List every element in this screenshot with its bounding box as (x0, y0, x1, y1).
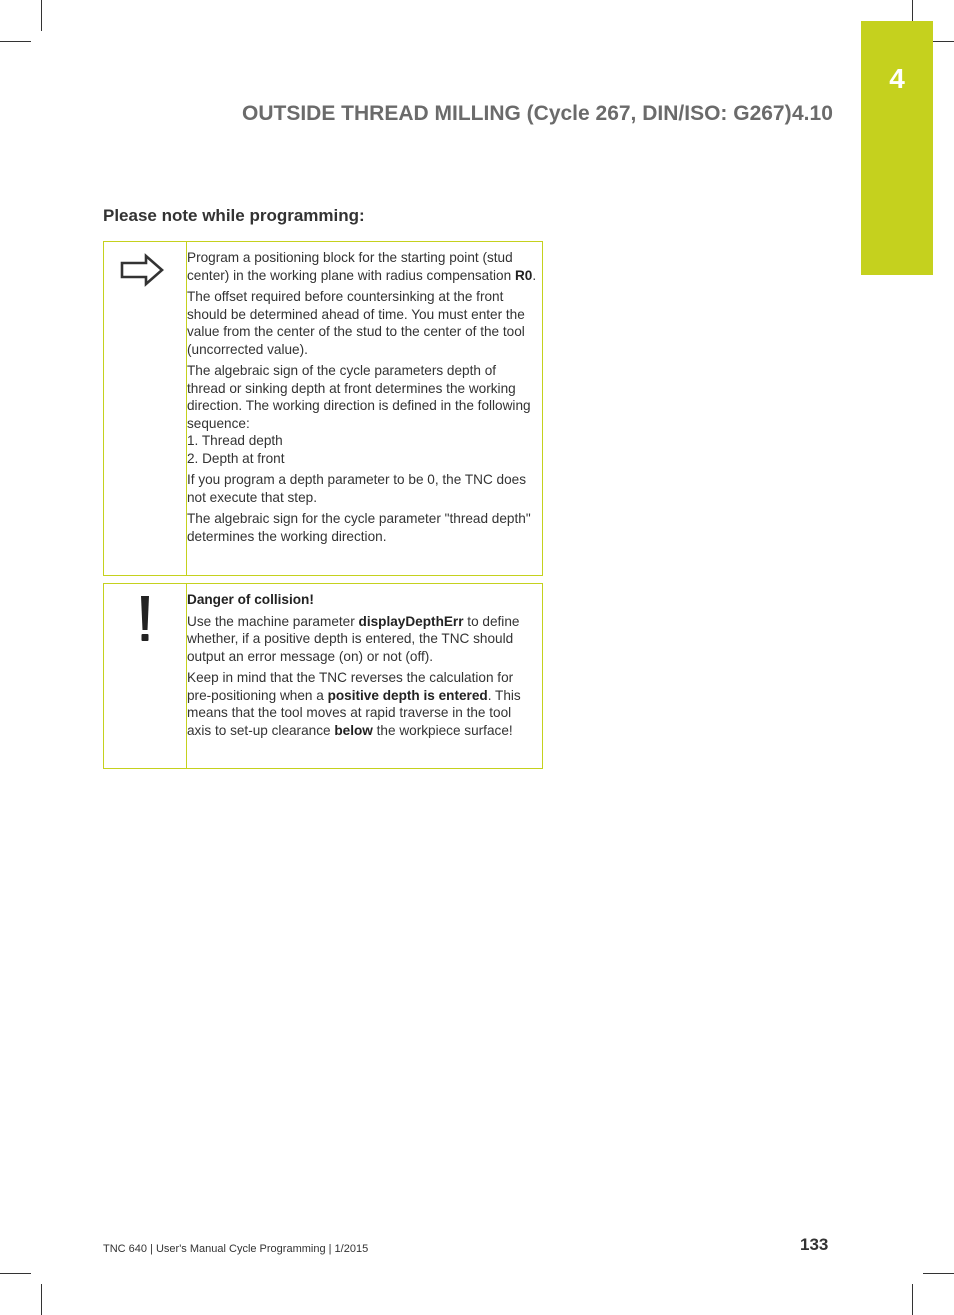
note-paragraph: If you program a depth parameter to be 0, the TNC does not execute that step. (187, 472, 527, 505)
chapter-tab (861, 21, 933, 275)
sub-heading: Please note while programming: (103, 206, 365, 225)
note-paragraph: The algebraic sign for the cycle parameter "thread depth" determines the working direction. (187, 511, 531, 544)
crop-mark (923, 1273, 954, 1274)
note-paragraph: The offset required before countersinking at the front should be determined ahead of time. You must enter the value from the center of the stud to the center of the tool (uncorrected value). (187, 289, 525, 357)
crop-mark (41, 1284, 42, 1315)
note-paragraph: The algebraic sign of the cycle parameters depth of thread or sinking depth at front determines the working direction. The working direction is defined in the following sequence: 1. Thread depth 2. Depth at front (187, 363, 531, 466)
crop-mark (41, 0, 42, 31)
warning-heading: Danger of collision! (187, 592, 314, 607)
warning-box (103, 583, 543, 769)
crop-mark (0, 41, 31, 42)
running-header-section: 4.10 (792, 102, 833, 125)
warning-paragraph: Use the machine parameter displayDepthErr to define whether, if a positive depth is entered, the TNC should output an error message (on) or not (off). (187, 613, 520, 664)
note-paragraph: Program a positioning block for the starting point (stud center) in the working plane with radius compensation R0. (187, 250, 537, 283)
arrow-right-icon (104, 242, 186, 302)
warning-paragraph: Keep in mind that the TNC reverses the calculation for pre-positioning when a positive depth is entered. This means that the tool moves at rapid traverse in the tool axis to set-up clearance below the workpiece surface! (187, 670, 521, 738)
page-number: 133 (800, 1235, 829, 1254)
running-header-title: OUTSIDE THREAD MILLING (Cycle 267, DIN/ISO: G267) (242, 102, 792, 125)
note-box (103, 241, 543, 576)
note-text (187, 249, 537, 549)
chapter-number: 4 (889, 63, 905, 94)
exclamation-icon (104, 584, 186, 654)
crop-mark (0, 1273, 31, 1274)
crop-mark (912, 0, 913, 21)
warning-text (187, 591, 537, 743)
footer-text: TNC 640 | User's Manual Cycle Programming | 1/2015 (103, 1243, 369, 1255)
crop-mark (912, 1284, 913, 1315)
